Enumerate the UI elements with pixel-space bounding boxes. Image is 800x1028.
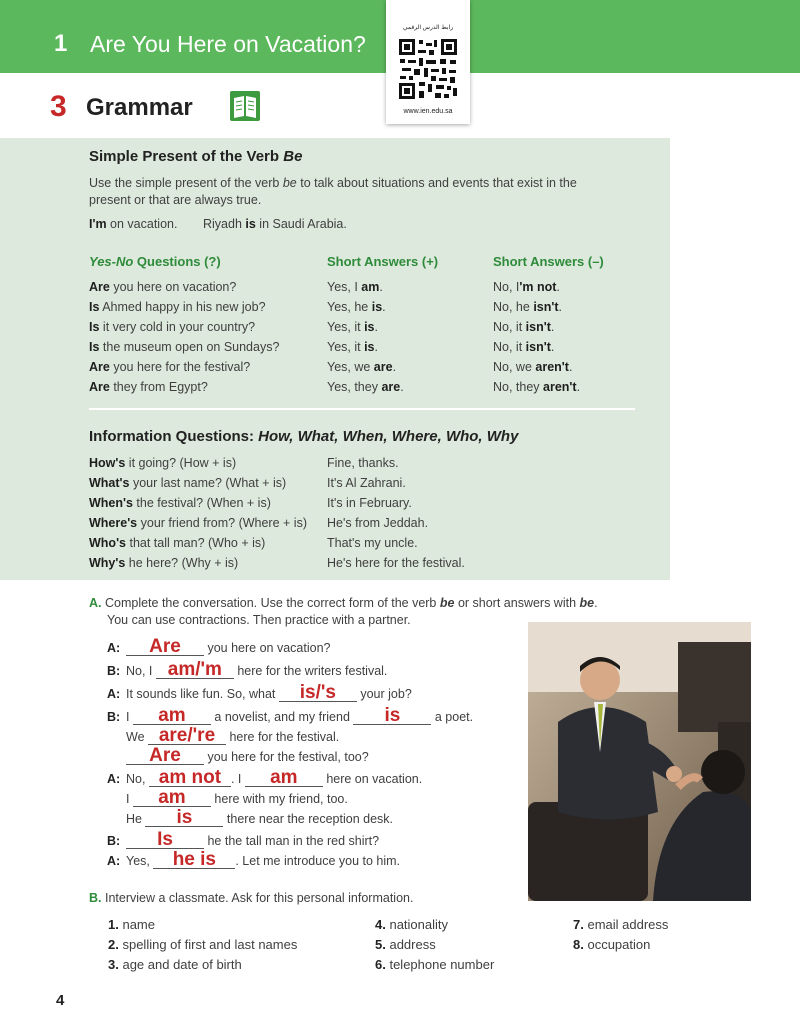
exercise-a-instructions: A. Complete the conversation. Use the correct form of the verb be or short answers with be. — [89, 596, 598, 610]
list-item: 7. email address — [573, 917, 669, 932]
exercise-b-instructions: B. Interview a classmate. Ask for this personal information. — [89, 891, 414, 905]
qr-code-icon[interactable] — [398, 38, 458, 100]
answer-blank[interactable]: am — [133, 789, 211, 807]
table-row: How's it going? (How + is) Fine, thanks. — [89, 456, 399, 470]
answer-blank[interactable]: is — [145, 809, 223, 827]
list-item: 6. telephone number — [375, 957, 495, 972]
grammar-heading: Simple Present of the Verb Be — [89, 148, 303, 165]
unit-title: Are You Here on Vacation? — [90, 31, 366, 57]
grammar-intro-line1: Use the simple present of the verb be to talk about situations and events that exist in the — [89, 176, 577, 190]
conversation-line: A: Yes, he is . Let me introduce you to him. — [107, 849, 401, 870]
business-meeting-photo — [528, 622, 751, 901]
table-row: Why's he here? (Why + is) He's here for the festival. — [89, 556, 465, 570]
short-answers-positive-heading: Short Answers (+) — [327, 254, 439, 269]
list-item: 3. age and date of birth — [108, 957, 242, 972]
info-questions-heading: Information Questions: How, What, When, Where, Who, Why — [89, 428, 519, 445]
conversation-line: B: I am a novelist, and my friend is a poet. — [107, 705, 474, 726]
table-row: Where's your friend from? (Where + is) He's from Jeddah. — [89, 516, 429, 530]
section-divider — [89, 408, 635, 410]
grammar-example-1: I'm on vacation. — [89, 217, 178, 231]
answer-blank[interactable]: am not — [149, 769, 231, 787]
answer-blank[interactable]: Is — [126, 831, 204, 849]
answer-blank[interactable]: am — [245, 769, 323, 787]
list-item: 1. name — [108, 917, 155, 932]
conversation-line: Are you here for the festival, too? — [126, 747, 369, 767]
conversation-line: A: It sounds like fun. So, what is/'s your job? — [107, 682, 412, 703]
grammar-example-2: Riyadh is in Saudi Arabia. — [203, 217, 347, 231]
list-item: 4. nationality — [375, 917, 449, 932]
conversation-line: B: Is he the tall man in the red shirt? — [107, 829, 380, 850]
grammar-intro-line2: present or that are always true. — [89, 193, 262, 207]
list-item: 5. address — [375, 937, 436, 952]
list-item: 8. occupation — [573, 937, 651, 952]
conversation-line: A: Are you here on vacation? — [107, 636, 331, 657]
table-row: Is the museum open on Sundays? Yes, it is. No, it isn't. — [89, 340, 555, 354]
table-row: Who's that tall man? (Who + is) That's my uncle. — [89, 536, 418, 550]
book-icon — [229, 89, 261, 123]
page-number: 4 — [56, 992, 65, 1009]
qr-site-link[interactable]: www.ien.edu.sa — [403, 108, 453, 115]
conversation-line: B: No, I am/'m here for the writers festival. — [107, 659, 388, 680]
conversation-line: We are/'re here for the festival. — [126, 725, 340, 746]
unit-number: 1 — [54, 30, 68, 57]
table-row: What's your last name? (What + is) It's Al Zahrani. — [89, 476, 406, 490]
section-number: 3 — [50, 90, 67, 123]
conversation-line: A: No, am not . I am here on vacation. — [107, 767, 423, 788]
table-row: When's the festival? (When + is) It's in February. — [89, 496, 412, 510]
section-title: Grammar — [86, 94, 193, 121]
answer-blank[interactable]: he is — [153, 851, 235, 869]
qr-caption: رابط الدرس الرقمي — [402, 25, 454, 31]
answer-blank[interactable]: am — [133, 707, 211, 725]
answer-blank[interactable]: is/'s — [279, 684, 357, 702]
info-questions-table — [89, 453, 649, 573]
answer-blank[interactable]: is — [353, 707, 431, 725]
short-answers-negative-heading: Short Answers (–) — [493, 254, 604, 269]
table-row: Are you here for the festival? Yes, we are. No, we aren't. — [89, 360, 573, 374]
table-row: Is Ahmed happy in his new job? Yes, he is. No, he isn't. — [89, 300, 562, 314]
answer-blank[interactable]: are/'re — [148, 727, 226, 745]
answer-blank[interactable]: am/'m — [156, 661, 234, 679]
yes-no-table — [89, 277, 649, 397]
yes-no-questions-heading: Yes-No Questions (?) — [89, 254, 221, 269]
answer-blank[interactable]: Are — [126, 638, 204, 656]
answer-blank[interactable]: Are — [126, 747, 204, 765]
conversation-line: I am here with my friend, too. — [126, 787, 348, 808]
table-row: Are you here on vacation? Yes, I am. No, I'm not. — [89, 280, 560, 294]
qr-card[interactable] — [386, 0, 470, 124]
table-row: Is it very cold in your country? Yes, it is. No, it isn't. — [89, 320, 555, 334]
conversation-line: He is there near the reception desk. — [126, 807, 394, 828]
list-item: 2. spelling of first and last names — [108, 937, 298, 952]
table-row: Are they from Egypt? Yes, they are. No, they aren't. — [89, 380, 581, 394]
exercise-a-instructions-line2: You can use contractions. Then practice with a partner. — [107, 613, 411, 627]
